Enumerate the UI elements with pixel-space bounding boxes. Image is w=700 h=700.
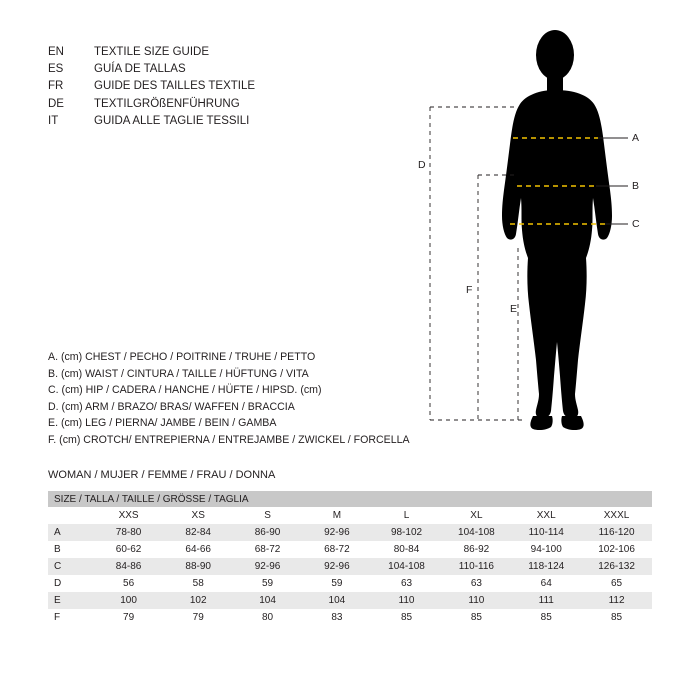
cell-e-s: 104 xyxy=(233,592,302,609)
cell-a-l: 98-102 xyxy=(372,524,442,541)
cell-f-m: 83 xyxy=(302,609,371,626)
cell-e-xs: 102 xyxy=(164,592,233,609)
cell-e-xxl: 111 xyxy=(511,592,581,609)
measure-label-a: A xyxy=(632,132,640,144)
cell-c-xl: 110-116 xyxy=(441,558,511,575)
row-label-d: D xyxy=(48,575,94,592)
cell-size-xxl: XXL xyxy=(511,507,581,524)
measure-label-b: B xyxy=(632,180,640,192)
language-code-fr: FR xyxy=(48,80,64,93)
cell-e-xl: 110 xyxy=(441,592,511,609)
row-label-f: F xyxy=(48,609,94,626)
woman-silhouette-icon xyxy=(502,30,612,430)
cell-b-s: 68-72 xyxy=(233,541,302,558)
language-row-en xyxy=(48,44,255,61)
language-code-it: IT xyxy=(48,114,59,127)
language-text-de: TEXTILGRÖßENFÜHRUNG xyxy=(94,97,240,110)
legend-item-e: E. (cm) LEG / PIERNA/ JAMBE / BEIN / GAMBA xyxy=(48,417,277,430)
size-table-wrapper xyxy=(48,491,652,626)
cell-b-l: 80-84 xyxy=(372,541,442,558)
language-text-es: GUÍA DE TALLAS xyxy=(94,63,186,76)
cell-e-l: 110 xyxy=(372,592,442,609)
language-text-it: GUIDA ALLE TAGLIE TESSILI xyxy=(94,114,250,127)
size-table xyxy=(48,491,652,626)
cell-a-xs: 82-84 xyxy=(164,524,233,541)
cell-c-m: 92-96 xyxy=(302,558,371,575)
cell-a-xxxl: 116-120 xyxy=(581,524,652,541)
cell-d-s: 59 xyxy=(233,575,302,592)
table-row-d xyxy=(48,575,652,592)
cell-c-l: 104-108 xyxy=(372,558,442,575)
legend-item-a: A. (cm) CHEST / PECHO / POITRINE / TRUHE / PETTO xyxy=(48,351,316,363)
table-row-c xyxy=(48,558,652,575)
cell-e-m: 104 xyxy=(302,592,371,609)
measure-label-d: D xyxy=(418,159,426,171)
cell-d-xxl: 64 xyxy=(511,575,581,592)
cell-size-xl: XL xyxy=(441,507,511,524)
cell-f-xl: 85 xyxy=(441,609,511,626)
row-label-c: C xyxy=(48,558,94,575)
legend-item-d: D. (cm) ARM / BRAZO/ BRAS/ WAFFEN / BRACCIA xyxy=(48,400,295,413)
table-row-b xyxy=(48,541,652,558)
row-label-a: A xyxy=(48,524,94,541)
cell-d-m: 59 xyxy=(302,575,371,592)
row-label-e: E xyxy=(48,592,94,609)
gender-label: WOMAN / MUJER / FEMME / FRAU / DONNA xyxy=(48,469,276,481)
cell-f-xxs: 79 xyxy=(94,609,164,626)
language-row-es xyxy=(48,61,255,78)
table-row-a xyxy=(48,524,652,541)
cell-d-xxs: 56 xyxy=(94,575,164,592)
cell-size-m: M xyxy=(302,507,371,524)
woman-figure-diagram xyxy=(400,20,690,440)
table-row-e xyxy=(48,592,652,609)
cell-b-xxs: 60-62 xyxy=(94,541,164,558)
cell-f-xxxl: 85 xyxy=(581,609,652,626)
cell-d-xxxl: 65 xyxy=(581,575,652,592)
measurement-legend xyxy=(48,349,410,449)
cell-a-s: 86-90 xyxy=(233,524,302,541)
measure-label-f: F xyxy=(466,284,473,296)
language-text-fr: GUIDE DES TAILLES TEXTILE xyxy=(94,80,256,93)
table-header-row xyxy=(48,491,652,507)
row-label-sizes xyxy=(48,507,94,524)
cell-f-xs: 79 xyxy=(164,609,233,626)
table-row-f xyxy=(48,609,652,626)
cell-c-xxl: 118-124 xyxy=(511,558,581,575)
language-row-it xyxy=(48,113,255,130)
cell-size-xxxl: XXXL xyxy=(581,507,652,524)
row-label-b: B xyxy=(48,541,94,558)
cell-a-xxl: 110-114 xyxy=(511,524,581,541)
cell-b-xs: 64-66 xyxy=(164,541,233,558)
cell-f-s: 80 xyxy=(233,609,302,626)
legend-item-c: C. (cm) HIP / CADERA / HANCHE / HÜFTE / HIPSD. (cm) xyxy=(48,384,322,397)
cell-a-xxs: 78-80 xyxy=(94,524,164,541)
cell-e-xxxl: 112 xyxy=(581,592,652,609)
legend-item-f: F. (cm) CROTCH/ ENTREPIERNA / ENTREJAMBE / ZWICKEL / FORCELLA xyxy=(48,433,410,446)
cell-size-l: L xyxy=(372,507,442,524)
cell-d-xs: 58 xyxy=(164,575,233,592)
cell-c-xxs: 84-86 xyxy=(94,558,164,575)
language-title-block xyxy=(48,44,255,130)
language-row-de xyxy=(48,96,255,113)
cell-b-m: 68-72 xyxy=(302,541,371,558)
language-code-en: EN xyxy=(48,46,64,58)
language-text-en: TEXTILE SIZE GUIDE xyxy=(94,46,210,58)
cell-d-xl: 63 xyxy=(441,575,511,592)
measure-label-c: C xyxy=(632,218,640,230)
measure-label-e: E xyxy=(510,303,518,315)
cell-b-xl: 86-92 xyxy=(441,541,511,558)
cell-a-xl: 104-108 xyxy=(441,524,511,541)
language-row-fr xyxy=(48,78,255,95)
cell-size-xs: XS xyxy=(164,507,233,524)
cell-f-l: 85 xyxy=(372,609,442,626)
table-row-sizes xyxy=(48,507,652,524)
cell-c-xs: 88-90 xyxy=(164,558,233,575)
cell-a-m: 92-96 xyxy=(302,524,371,541)
cell-f-xxl: 85 xyxy=(511,609,581,626)
table-header-label: SIZE / TALLA / TAILLE / GRÖSSE / TAGLIA xyxy=(48,491,652,507)
language-code-de: DE xyxy=(48,97,64,110)
cell-d-l: 63 xyxy=(372,575,442,592)
cell-size-s: S xyxy=(233,507,302,524)
cell-b-xxxl: 102-106 xyxy=(581,541,652,558)
cell-size-xxs: XXS xyxy=(94,507,164,524)
cell-e-xxs: 100 xyxy=(94,592,164,609)
cell-b-xxl: 94-100 xyxy=(511,541,581,558)
cell-c-s: 92-96 xyxy=(233,558,302,575)
cell-c-xxxl: 126-132 xyxy=(581,558,652,575)
language-code-es: ES xyxy=(48,63,64,76)
legend-item-b: B. (cm) WAIST / CINTURA / TAILLE / HÜFTUNG / VITA xyxy=(48,367,309,380)
